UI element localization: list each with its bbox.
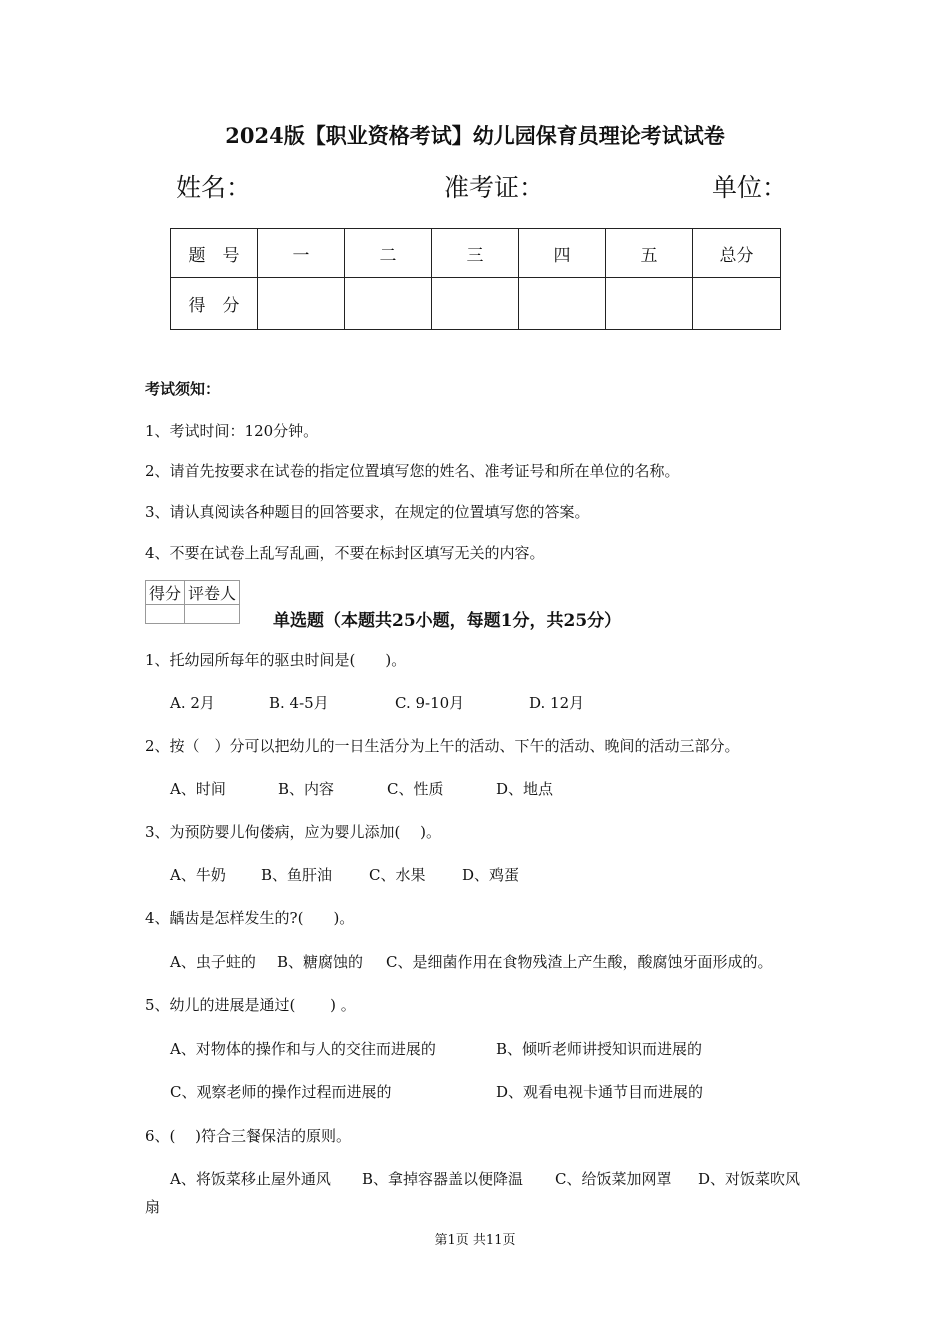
notice-item: 4、不要在试卷上乱写乱画，不要在标封区填写无关的内容。	[145, 544, 545, 562]
question-option: B、内容	[278, 780, 335, 798]
grader-box	[145, 580, 240, 624]
grader-score-label: 得分	[146, 581, 185, 605]
question-option: A、时间	[170, 780, 226, 798]
question-option: A. 2月	[170, 694, 215, 712]
question-option: B、鱼肝油	[261, 866, 333, 884]
page-title: 2024版【职业资格考试】幼儿园保育员理论考试试卷	[225, 123, 725, 148]
score-row-label: 得 分	[171, 278, 258, 330]
question-stem: 5、幼儿的进展是通过( ) 。	[145, 996, 356, 1014]
score-header-1: 一	[258, 229, 345, 278]
question-option: D、鸡蛋	[462, 866, 520, 884]
score-table	[170, 228, 781, 330]
score-cell	[606, 278, 693, 330]
unit-field-label: 单位：	[712, 173, 788, 202]
question-stem: 6、( )符合三餐保洁的原则。	[145, 1127, 352, 1145]
question-option: A、将饭菜移止屋外通风	[170, 1170, 331, 1188]
notice-item: 2、请首先按要求在试卷的指定位置填写您的姓名、准考证号和所在单位的名称。	[145, 462, 680, 480]
question-stem: 3、为预防婴儿佝偻病，应为婴儿添加( )。	[145, 823, 442, 841]
notice-item: 1、考试时间：120分钟。	[145, 422, 319, 440]
question-option: C、性质	[387, 780, 444, 798]
notice-item: 3、请认真阅读各种题目的回答要求，在规定的位置填写您的答案。	[145, 503, 590, 521]
question-option: A、虫子蛀的	[170, 953, 256, 971]
grader-score-cell	[146, 605, 185, 624]
question-stem: 1、托幼园所每年的驱虫时间是( )。	[145, 651, 407, 669]
question-option: D、观看电视卡通节目而进展的	[496, 1083, 704, 1101]
score-header-2: 二	[345, 229, 432, 278]
score-cell	[432, 278, 519, 330]
score-header-5: 五	[606, 229, 693, 278]
question-option: B. 4-5月	[269, 694, 329, 712]
question-stem: 4、龋齿是怎样发生的?( )。	[145, 909, 355, 927]
score-header-3: 三	[432, 229, 519, 278]
question-option-wrap: 扇	[145, 1198, 161, 1216]
score-header-label: 题 号	[171, 229, 258, 278]
score-header-4: 四	[519, 229, 606, 278]
exam-number-field-label: 准考证：	[444, 173, 545, 202]
score-cell	[519, 278, 606, 330]
question-option: C、是细菌作用在食物残渣上产生酸，酸腐蚀牙面形成的。	[386, 953, 773, 971]
score-cell	[345, 278, 432, 330]
grader-reviewer-cell	[185, 605, 240, 624]
question-option: B、倾听老师讲授知识而进展的	[496, 1040, 703, 1058]
question-option: C、观察老师的操作过程而进展的	[170, 1083, 392, 1101]
question-stem: 2、按（ ）分可以把幼儿的一日生活分为上午的活动、下午的活动、晚间的活动三部分。	[145, 737, 740, 755]
page-footer: 第1页 共11页	[434, 1233, 516, 1248]
question-option: B、拿掉容器盖以便降温	[362, 1170, 524, 1188]
section-heading: 单选题（本题共25小题，每题1分，共25分）	[273, 611, 622, 631]
grader-reviewer-label: 评卷人	[185, 581, 240, 605]
question-option: D. 12月	[529, 694, 585, 712]
notice-heading: 考试须知：	[145, 380, 221, 398]
question-option: A、牛奶	[170, 866, 226, 884]
score-cell	[258, 278, 345, 330]
question-option: B、糖腐蚀的	[277, 953, 364, 971]
question-option: A、对物体的操作和与人的交往而进展的	[170, 1040, 436, 1058]
question-option: C. 9-10月	[395, 694, 465, 712]
question-option: C、水果	[369, 866, 426, 884]
score-cell-total	[693, 278, 781, 330]
question-option: D、对饭菜吹风	[698, 1170, 801, 1188]
name-field-label: 姓名：	[176, 173, 252, 202]
score-header-total: 总分	[693, 229, 781, 278]
question-option: D、地点	[496, 780, 554, 798]
question-option: C、给饭菜加网罩	[555, 1170, 672, 1188]
